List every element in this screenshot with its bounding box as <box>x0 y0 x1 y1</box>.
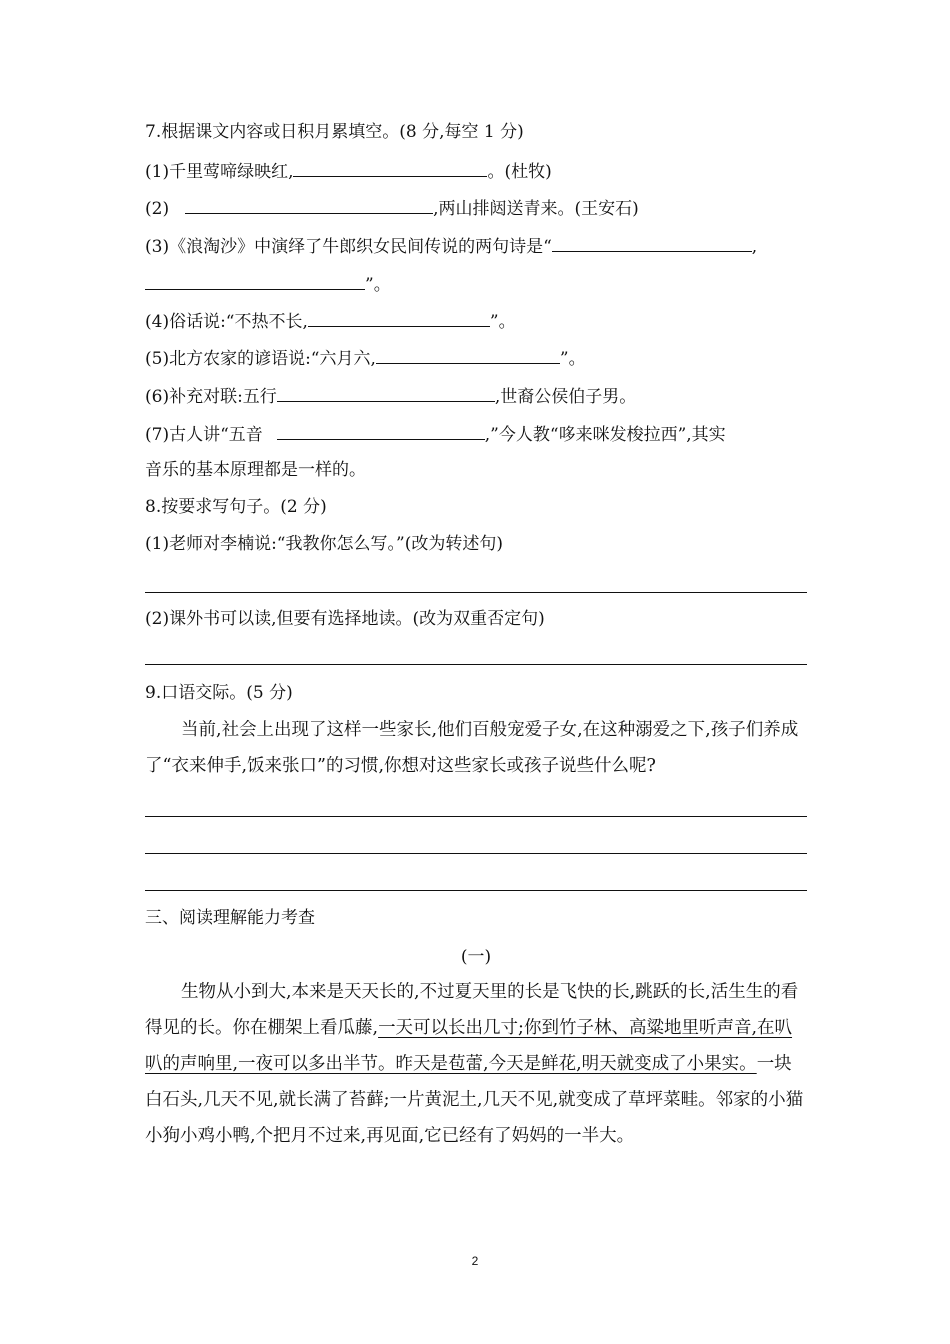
q7-item-3-comma: , <box>751 237 758 257</box>
q7-item-6-suffix: ,世裔公侯伯子男。 <box>494 387 637 407</box>
q8-item-2: (2)课外书可以读,但要有选择地读。(改为双重否定句) <box>145 609 545 629</box>
answer-line[interactable] <box>145 592 807 593</box>
q7-item-7-text: (7)古人讲“五音 <box>145 425 263 445</box>
q7-item-7 <box>145 421 726 447</box>
q7-item-7-suffix: ,”今人教“哆来咪发梭拉西”,其实 <box>484 425 726 445</box>
answer-blank[interactable] <box>293 158 487 177</box>
answer-blank[interactable] <box>308 308 490 327</box>
passage-text-1: 生物从小到大,本来是天天长的,不过夏天里的长是飞快的长,跳跃的长,活生生的看得见的长。你在棚架上看瓜藤, <box>145 982 799 1038</box>
q7-item-4 <box>145 308 516 334</box>
q7-item-6-text: (6)补充对联:五行 <box>145 387 277 407</box>
answer-line[interactable] <box>145 816 807 817</box>
q7-item-3 <box>145 233 757 259</box>
passage-underlined-text: 一天可以长出几寸;你到竹子林、高粱地里听声音,在叭叭的声响里,一夜可以多出半节。昨天是苞蕾,今天是鲜花,明天就变成了小果实。 <box>145 1018 793 1074</box>
section-3-heading: 三、阅读理解能力考查 <box>145 908 315 928</box>
answer-line[interactable] <box>145 853 807 854</box>
q7-item-4-suffix: ”。 <box>489 312 516 332</box>
q7-item-2-text: (2) <box>145 199 170 219</box>
passage-text-2: 一块白石头,几天不见,就长满了苔藓;一片黄泥土,几天不见,就变成了草坪菜畦。邻家的小猫小狗小鸡小鸭,个把月不过来,再见面,它已经有了妈妈的一半大。 <box>145 1054 804 1146</box>
q7-item-5 <box>145 345 586 371</box>
q7-item-2 <box>145 195 639 221</box>
q7-item-3-continued <box>145 271 391 297</box>
q7-item-7-continued: 音乐的基本原理都是一样的。 <box>145 460 366 480</box>
q7-item-5-text: (5)北方农家的谚语说:“六月六, <box>145 349 376 369</box>
answer-line[interactable] <box>145 664 807 665</box>
q7-item-3-suffix: ”。 <box>365 275 391 295</box>
q7-item-1-suffix: 。(杜牧) <box>487 162 552 182</box>
answer-blank[interactable] <box>376 345 560 364</box>
question-9-title: 9.口语交际。(5 分) <box>145 683 293 703</box>
q7-item-2-suffix: ,两山排闼送青来。(王安石) <box>433 199 639 219</box>
reading-passage <box>145 974 807 1154</box>
q7-item-1 <box>145 158 552 184</box>
question-8-title: 8.按要求写句子。(2 分) <box>145 497 327 517</box>
answer-blank[interactable] <box>277 383 495 402</box>
q7-item-6 <box>145 383 636 409</box>
answer-blank[interactable] <box>185 195 433 214</box>
reading-part-label: (一) <box>460 947 492 967</box>
q7-item-3-text: (3)《浪淘沙》中演绎了牛郎织女民间传说的两句诗是“ <box>145 237 552 257</box>
answer-blank[interactable] <box>145 271 365 290</box>
q8-item-1: (1)老师对李楠说:“我教你怎么写。”(改为转述句) <box>145 534 503 554</box>
answer-blank[interactable] <box>552 233 752 252</box>
answer-line[interactable] <box>145 890 807 891</box>
q7-item-1-text: (1)千里莺啼绿映红, <box>145 162 294 182</box>
q9-body: 当前,社会上出现了这样一些家长,他们百般宠爱子女,在这种溺爱之下,孩子们养成了“衣来伸手,饭来张口”的习惯,你想对这些家长或孩子说些什么呢? <box>145 720 799 776</box>
answer-blank[interactable] <box>277 421 485 440</box>
question-7-title: 7.根据课文内容或日积月累填空。(8 分,每空 1 分) <box>145 122 524 142</box>
page-number: 2 <box>471 1254 479 1268</box>
q7-item-5-suffix: ”。 <box>559 349 586 369</box>
q7-item-4-text: (4)俗话说:“不热不长, <box>145 312 308 332</box>
